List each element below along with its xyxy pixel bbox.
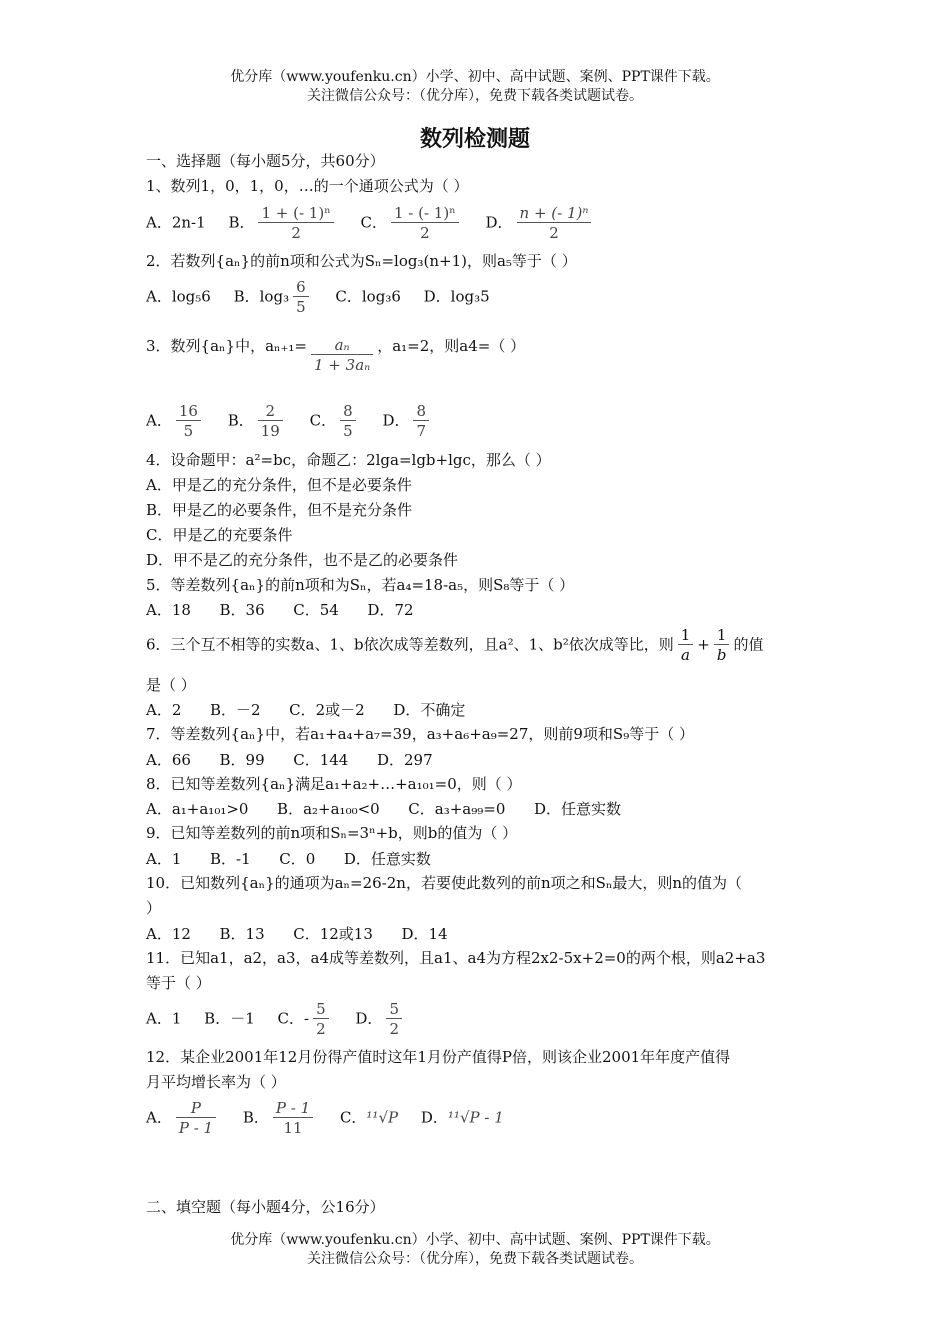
q1-stem: 1、数列1，0，1，0，…的一个通项公式为（ ） <box>146 177 469 195</box>
q11-option-d-label: D． <box>355 1009 383 1028</box>
q1-option-a: A．2n-1 <box>146 213 206 232</box>
q12-b-numerator: P - 1 <box>273 1099 313 1118</box>
q2-option-b-label: B．log₃ <box>233 287 290 306</box>
q1-option-b-fraction <box>258 204 333 243</box>
q6-options: A．2 B．－2 C．2或－2 D．不确定 <box>146 701 466 719</box>
q9-options: A．1 B．-1 C．0 D．任意实数 <box>146 850 431 868</box>
q11-options <box>146 1000 406 1039</box>
q10-stem: 10．已知数列{aₙ}的通项为aₙ=26-2n，若要使此数列的前n项之和Sₙ最大，则n的值为（ <box>146 874 743 892</box>
q3-b-numerator: 2 <box>258 402 283 421</box>
q3-d-numerator: 8 <box>413 402 429 421</box>
q3-denominator: 1 + 3aₙ <box>314 356 371 374</box>
q5-options: A．18 B．36 C．54 D．72 <box>146 601 414 619</box>
q10-options: A．12 B．13 C．12或13 D．14 <box>146 925 448 943</box>
q6-stem-post: 的值 <box>733 635 764 654</box>
q1-option-c-label: C． <box>360 213 387 232</box>
q3-option-c-label: C． <box>309 411 337 430</box>
q5-stem: 5．等差数列{aₙ}的前n项和为Sₙ，若a₄=18-a₅，则S₈等于（ ） <box>146 576 575 594</box>
q11-d-numerator: 5 <box>386 1000 402 1019</box>
q11-option-d-fraction <box>386 1000 402 1039</box>
q12-option-b-label: B． <box>242 1108 269 1127</box>
q12-option-c-label: C． <box>339 1108 367 1127</box>
q12-option-c-radical: ¹¹√P <box>366 1108 399 1127</box>
q1-d-numerator: n + (- 1)ⁿ <box>517 204 592 223</box>
q2-option-c: C．log₃6 <box>335 287 401 306</box>
q2-b-numerator: 6 <box>293 278 309 297</box>
q1-option-b-label: B． <box>228 213 255 232</box>
q6-stem-cont: 是（ ） <box>146 676 196 694</box>
q2-b-denominator: 5 <box>296 298 306 316</box>
q1-option-d-fraction <box>517 204 592 243</box>
q11-stem-cont: 等于（ ） <box>146 974 211 992</box>
q2-option-a: A．log₅6 <box>146 287 211 306</box>
q11-c-numerator: 5 <box>313 1000 329 1019</box>
q1-option-c-fraction <box>391 204 459 243</box>
q2-option-b-fraction <box>293 278 309 317</box>
q3-c-denominator: 5 <box>343 422 353 440</box>
q6-stem <box>146 626 764 665</box>
section-1-heading: 一、选择题（每小题5分，共60分） <box>146 152 385 170</box>
q7-options: A．66 B．99 C．144 D．297 <box>146 751 433 769</box>
q6-f2-denominator: b <box>716 646 727 664</box>
footer-line-1: 优分库（www.youfenku.cn）小学、初中、高中试题、案例、PPT课件下载。 <box>230 1232 720 1248</box>
q3-option-b-label: B． <box>227 411 254 430</box>
section-2-heading: 二、填空题（每小题4分，公16分） <box>146 1198 385 1216</box>
q3-d-denominator: 7 <box>416 422 427 440</box>
q12-stem: 12．某企业2001年12月份得产值时这年1月份产值得P倍，则该企业2001年年度产值得 <box>146 1048 731 1066</box>
q12-a-denominator: P - 1 <box>178 1119 214 1137</box>
q11-option-c-label: C．- <box>277 1009 310 1028</box>
q12-option-d-label: D． <box>420 1108 448 1127</box>
q7-stem: 7．等差数列{aₙ}中，若a₁+a₄+a₇=39，a₃+a₆+a₉=27，则前9项和S₉等于（ ） <box>146 725 694 743</box>
q12-option-a-fraction <box>176 1099 216 1138</box>
q6-stem-pre: 6．三个互不相等的实数a、1、b依次成等差数列，且a²、1、b²依次成等比，则 <box>146 635 674 654</box>
q3-numerator: aₙ <box>311 336 373 355</box>
q6-fraction-2 <box>714 626 730 665</box>
q1-b-numerator: 1 + (- 1)ⁿ <box>258 204 333 223</box>
q12-stem-cont: 月平均增长率为（ ） <box>146 1073 286 1091</box>
q12-option-a-label: A． <box>146 1108 172 1127</box>
q3-recurrence-fraction <box>311 336 373 375</box>
q11-option-a: A．1 <box>146 1009 182 1028</box>
q3-options <box>146 402 433 441</box>
q11-c-denominator: 2 <box>316 1020 326 1038</box>
q3-option-a-fraction <box>176 402 201 441</box>
q8-options: A．a₁+a₁₀₁>0 B．a₂+a₁₀₀<0 C．a₃+a₉₉=0 D．任意实数 <box>146 800 622 818</box>
q6-f1-numerator: 1 <box>678 626 694 645</box>
q10-stem-cont: ） <box>146 899 162 917</box>
q3-a-denominator: 5 <box>183 422 194 440</box>
q9-stem: 9．已知等差数列的前n项和Sₙ=3ⁿ+b，则b的值为（ ） <box>146 824 518 842</box>
q1-c-numerator: 1 - (- 1)ⁿ <box>391 204 459 223</box>
q6-plus: + <box>697 635 710 654</box>
q11-d-denominator: 2 <box>389 1020 399 1038</box>
q4-option-d: D．甲不是乙的充分条件，也不是乙的必要条件 <box>146 551 459 569</box>
q3-option-d-fraction <box>413 402 429 441</box>
q3-stem-pre: 3．数列{aₙ}中，aₙ₊₁= <box>146 337 307 355</box>
q1-options <box>146 204 595 243</box>
q3-option-d-label: D． <box>382 411 410 430</box>
q11-option-c-fraction <box>313 1000 329 1039</box>
page-title: 数列检测题 <box>419 127 530 152</box>
q6-f1-denominator: a <box>681 646 690 664</box>
q11-stem: 11．已知a1，a2，a3，a4成等差数列，且a1、a4为方程2x2-5x+2=0的两个根，则a2+a3 <box>146 949 766 967</box>
q3-b-denominator: 19 <box>260 422 280 440</box>
q3-option-a-label: A． <box>146 411 172 430</box>
footer-line-2: 关注微信公众号：（优分库），免费下载各类试题试卷。 <box>307 1251 643 1267</box>
q4-option-a: A．甲是乙的充分条件，但不是必要条件 <box>146 476 412 494</box>
q4-option-b: B．甲是乙的必要条件，但不是充分条件 <box>146 501 413 519</box>
q1-d-denominator: 2 <box>549 224 559 242</box>
q3-stem-post: ，a₁=2，则a4=（ ） <box>377 337 526 355</box>
q12-b-denominator: 11 <box>283 1119 303 1137</box>
q12-a-numerator: P <box>176 1099 216 1118</box>
q3-c-numerator: 8 <box>340 402 356 421</box>
q4-stem: 4．设命题甲：a²=bc，命题乙：2lga=lgb+lgc，那么（ ） <box>146 451 551 469</box>
q11-option-b: B．－1 <box>204 1009 255 1028</box>
q1-b-denominator: 2 <box>291 224 301 242</box>
q3-option-c-fraction <box>340 402 356 441</box>
q3-a-numerator: 16 <box>176 402 201 421</box>
q2-stem: 2．若数列{aₙ}的前n项和公式为Sₙ=log₃(n+1)，则a₅等于（ ） <box>146 252 577 270</box>
q4-option-c: C．甲是乙的充要条件 <box>146 526 293 544</box>
q3-stem <box>146 336 525 375</box>
q1-c-denominator: 2 <box>420 224 430 242</box>
header-line-2: 关注微信公众号：（优分库），免费下载各类试题试卷。 <box>307 88 643 104</box>
q2-option-d: D．log₃5 <box>423 287 490 306</box>
q12-options <box>146 1099 504 1138</box>
page-footer <box>0 1231 950 1269</box>
header-line-1: 优分库（www.youfenku.cn）小学、初中、高中试题、案例、PPT课件下载。 <box>230 69 720 85</box>
q6-f2-numerator: 1 <box>714 626 730 645</box>
q12-option-b-fraction <box>273 1099 313 1138</box>
q3-option-b-fraction <box>258 402 283 441</box>
q12-option-d-radical: ¹¹√P - 1 <box>447 1108 504 1127</box>
q6-fraction-1 <box>678 626 694 665</box>
q2-options <box>146 278 490 317</box>
q8-stem: 8．已知等差数列{aₙ}满足a₁+a₂+…+a₁₀₁=0，则（ ） <box>146 775 522 793</box>
page-header <box>0 68 950 106</box>
q1-option-d-label: D． <box>485 213 513 232</box>
